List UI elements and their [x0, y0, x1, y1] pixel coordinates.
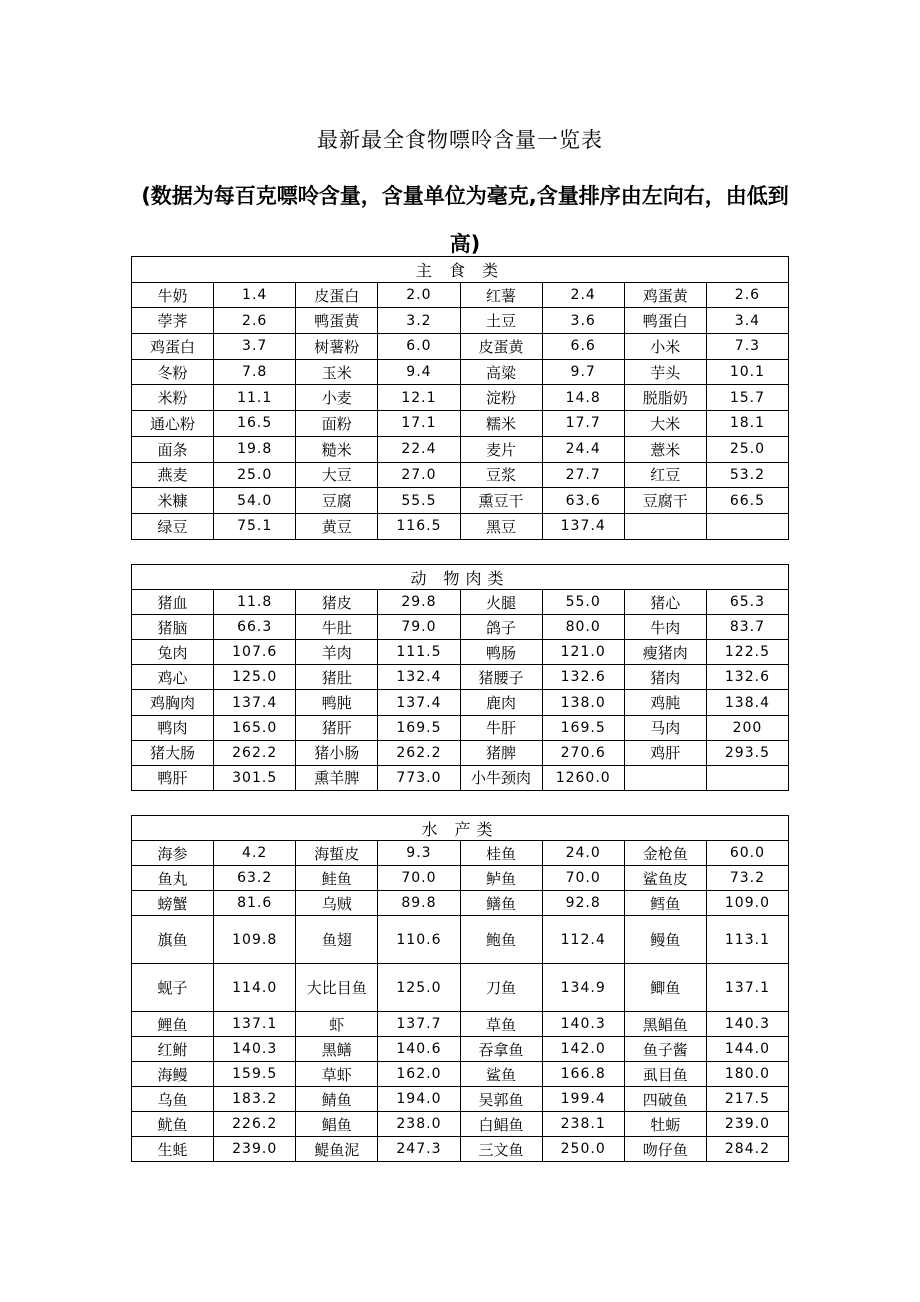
table-row [132, 891, 789, 916]
purine-value-cell: 27.7 [542, 462, 624, 488]
food-name-cell: 猪血 [132, 590, 214, 615]
table-row [132, 615, 789, 640]
food-name-cell: 刀鱼 [460, 964, 542, 1012]
food-name-cell: 鳕鱼 [624, 891, 706, 916]
food-name-cell: 羊肉 [296, 640, 378, 665]
purine-value-cell: 140.3 [542, 1012, 624, 1037]
food-name-cell: 豆浆 [460, 462, 542, 488]
purine-value-cell: 121.0 [542, 640, 624, 665]
food-name-cell: 螃蟹 [132, 891, 214, 916]
food-name-cell: 糙米 [296, 436, 378, 462]
purine-value-cell: 180.0 [706, 1062, 788, 1087]
food-name-cell: 小米 [624, 334, 706, 360]
food-name-cell: 米糠 [132, 488, 214, 514]
purine-value-cell: 132.6 [706, 665, 788, 690]
food-name-cell: 生蚝 [132, 1137, 214, 1162]
purine-value-cell: 166.8 [542, 1062, 624, 1087]
table-row [132, 1087, 789, 1112]
food-name-cell: 玉米 [296, 359, 378, 385]
purine-value-cell: 7.8 [214, 359, 296, 385]
table-row [132, 765, 789, 790]
food-name-cell: 鱼子酱 [624, 1037, 706, 1062]
purine-value-cell: 3.2 [378, 308, 460, 334]
food-name-cell: 海鳗 [132, 1062, 214, 1087]
table-row [132, 690, 789, 715]
purine-value-cell: 137.4 [542, 513, 624, 539]
purine-value-cell: 137.1 [706, 964, 788, 1012]
food-name-cell: 草鱼 [460, 1012, 542, 1037]
food-name-cell: 芋头 [624, 359, 706, 385]
table-row [132, 841, 789, 866]
food-name-cell: 鸡肫 [624, 690, 706, 715]
purine-value-cell: 53.2 [706, 462, 788, 488]
food-name-cell: 黑鳝 [296, 1037, 378, 1062]
purine-value-cell: 142.0 [542, 1037, 624, 1062]
purine-value-cell: 109.8 [214, 916, 296, 964]
table-row [132, 916, 789, 964]
food-name-cell: 鹿肉 [460, 690, 542, 715]
purine-value-cell: 27.0 [378, 462, 460, 488]
food-name-cell: 牛肝 [460, 715, 542, 740]
purine-value-cell: 284.2 [706, 1137, 788, 1162]
table-row [132, 715, 789, 740]
table-row [132, 385, 789, 411]
purine-value-cell: 1260.0 [542, 765, 624, 790]
food-name-cell [624, 765, 706, 790]
food-name-cell: 鳀鱼泥 [296, 1137, 378, 1162]
table-row [132, 964, 789, 1012]
food-name-cell: 荸荠 [132, 308, 214, 334]
food-name-cell: 乌贼 [296, 891, 378, 916]
food-name-cell: 皮蛋黄 [460, 334, 542, 360]
purine-value-cell: 107.6 [214, 640, 296, 665]
food-name-cell: 猪腰子 [460, 665, 542, 690]
food-name-cell: 吞拿鱼 [460, 1037, 542, 1062]
table-row [132, 1037, 789, 1062]
purine-value-cell: 194.0 [378, 1087, 460, 1112]
table-heading: 水 产类 [132, 816, 789, 841]
food-name-cell: 蚬子 [132, 964, 214, 1012]
purine-value-cell: 2.0 [378, 282, 460, 308]
purine-value-cell: 114.0 [214, 964, 296, 1012]
purine-value-cell: 60.0 [706, 841, 788, 866]
food-name-cell [624, 513, 706, 539]
purine-value-cell: 65.3 [706, 590, 788, 615]
food-name-cell: 鳝鱼 [460, 891, 542, 916]
food-name-cell: 冬粉 [132, 359, 214, 385]
food-name-cell: 猪肝 [296, 715, 378, 740]
food-name-cell: 瘦猪肉 [624, 640, 706, 665]
food-name-cell: 小牛颈肉 [460, 765, 542, 790]
document-title: 最新最全食物嘌呤含量一览表 [317, 128, 603, 152]
food-name-cell: 鸭肫 [296, 690, 378, 715]
purine-value-cell: 81.6 [214, 891, 296, 916]
purine-value-cell: 137.1 [214, 1012, 296, 1037]
purine-value-cell: 7.3 [706, 334, 788, 360]
purine-value-cell: 165.0 [214, 715, 296, 740]
food-name-cell: 鲳鱼 [296, 1112, 378, 1137]
purine-value-cell: 137.4 [214, 690, 296, 715]
food-name-cell: 鸭蛋白 [624, 308, 706, 334]
purine-value-cell: 199.4 [542, 1087, 624, 1112]
food-name-cell: 脱脂奶 [624, 385, 706, 411]
purine-value-cell: 125.0 [378, 964, 460, 1012]
purine-value-cell: 4.2 [214, 841, 296, 866]
food-name-cell: 鱿鱼 [132, 1112, 214, 1137]
purine-value-cell: 239.0 [706, 1112, 788, 1137]
purine-value-cell: 137.7 [378, 1012, 460, 1037]
table-row [132, 1012, 789, 1037]
purine-value-cell: 3.7 [214, 334, 296, 360]
purine-value-cell: 24.4 [542, 436, 624, 462]
food-name-cell: 鲫鱼 [624, 964, 706, 1012]
purine-value-cell: 132.6 [542, 665, 624, 690]
purine-value-cell: 238.0 [378, 1112, 460, 1137]
purine-value-cell: 140.3 [706, 1012, 788, 1037]
purine-value-cell: 29.8 [378, 590, 460, 615]
purine-value-cell: 200 [706, 715, 788, 740]
food-name-cell: 糯米 [460, 411, 542, 437]
food-name-cell: 高粱 [460, 359, 542, 385]
purine-value-cell: 262.2 [378, 740, 460, 765]
purine-value-cell: 226.2 [214, 1112, 296, 1137]
purine-value-cell: 110.6 [378, 916, 460, 964]
table-heading-row [132, 257, 789, 283]
staple-food-table [131, 256, 789, 540]
food-name-cell: 马肉 [624, 715, 706, 740]
food-name-cell: 鲤鱼 [132, 1012, 214, 1037]
food-name-cell: 淀粉 [460, 385, 542, 411]
food-name-cell: 吻仔鱼 [624, 1137, 706, 1162]
purine-value-cell: 6.0 [378, 334, 460, 360]
table-row [132, 866, 789, 891]
food-name-cell: 黑豆 [460, 513, 542, 539]
food-name-cell: 鸡蛋白 [132, 334, 214, 360]
food-name-cell: 乌鱼 [132, 1087, 214, 1112]
food-name-cell: 猪肉 [624, 665, 706, 690]
food-name-cell: 兔肉 [132, 640, 214, 665]
purine-value-cell: 1.4 [214, 282, 296, 308]
food-name-cell: 豆腐干 [624, 488, 706, 514]
food-name-cell: 燕麦 [132, 462, 214, 488]
purine-value-cell: 25.0 [214, 462, 296, 488]
purine-value-cell: 2.4 [542, 282, 624, 308]
purine-value-cell: 144.0 [706, 1037, 788, 1062]
purine-value-cell: 3.4 [706, 308, 788, 334]
food-name-cell: 熏羊脾 [296, 765, 378, 790]
food-name-cell: 薏米 [624, 436, 706, 462]
purine-value-cell: 54.0 [214, 488, 296, 514]
purine-value-cell: 63.6 [542, 488, 624, 514]
purine-value-cell: 16.5 [214, 411, 296, 437]
purine-value-cell: 89.8 [378, 891, 460, 916]
table-row [132, 640, 789, 665]
document-subtitle: (数据为每百克嘌呤含量，含量单位为毫克,含量排序由左向右，由低到高) [141, 184, 789, 256]
food-name-cell: 土豆 [460, 308, 542, 334]
purine-value-cell: 17.7 [542, 411, 624, 437]
purine-value-cell: 238.1 [542, 1112, 624, 1137]
table-row [132, 1112, 789, 1137]
purine-value-cell: 66.5 [706, 488, 788, 514]
purine-value-cell: 183.2 [214, 1087, 296, 1112]
purine-value-cell: 247.3 [378, 1137, 460, 1162]
purine-value-cell: 2.6 [706, 282, 788, 308]
food-name-cell: 鸽子 [460, 615, 542, 640]
purine-value-cell: 80.0 [542, 615, 624, 640]
purine-value-cell: 15.7 [706, 385, 788, 411]
purine-value-cell: 9.4 [378, 359, 460, 385]
food-name-cell: 鲍鱼 [460, 916, 542, 964]
purine-value-cell: 3.6 [542, 308, 624, 334]
table-row [132, 1137, 789, 1162]
purine-value-cell: 92.8 [542, 891, 624, 916]
food-name-cell: 三文鱼 [460, 1137, 542, 1162]
food-name-cell: 大豆 [296, 462, 378, 488]
purine-value-cell: 293.5 [706, 740, 788, 765]
food-name-cell: 米粉 [132, 385, 214, 411]
purine-value-cell: 19.8 [214, 436, 296, 462]
food-name-cell: 熏豆干 [460, 488, 542, 514]
food-name-cell: 猪大肠 [132, 740, 214, 765]
purine-value-cell: 140.3 [214, 1037, 296, 1062]
purine-value-cell: 73.2 [706, 866, 788, 891]
purine-value-cell [706, 765, 788, 790]
purine-value-cell: 18.1 [706, 411, 788, 437]
food-name-cell: 鲨鱼皮 [624, 866, 706, 891]
food-name-cell: 海参 [132, 841, 214, 866]
food-name-cell: 虾 [296, 1012, 378, 1037]
table-heading-row [132, 816, 789, 841]
food-name-cell: 小麦 [296, 385, 378, 411]
purine-value-cell: 14.8 [542, 385, 624, 411]
food-name-cell: 四破鱼 [624, 1087, 706, 1112]
purine-value-cell: 63.2 [214, 866, 296, 891]
food-name-cell: 猪心 [624, 590, 706, 615]
purine-value-cell: 138.0 [542, 690, 624, 715]
purine-value-cell: 125.0 [214, 665, 296, 690]
food-name-cell: 面粉 [296, 411, 378, 437]
table-heading: 动 物肉类 [132, 565, 789, 590]
table-row [132, 436, 789, 462]
purine-value-cell: 138.4 [706, 690, 788, 715]
food-name-cell: 鸡胸肉 [132, 690, 214, 715]
table-heading: 主 食 类 [132, 257, 789, 283]
purine-value-cell: 162.0 [378, 1062, 460, 1087]
table-row [132, 334, 789, 360]
table-row [132, 740, 789, 765]
purine-value-cell: 301.5 [214, 765, 296, 790]
food-name-cell: 鲈鱼 [460, 866, 542, 891]
food-name-cell: 桂鱼 [460, 841, 542, 866]
food-name-cell: 鲭鱼 [296, 1087, 378, 1112]
purine-value-cell: 66.3 [214, 615, 296, 640]
purine-value-cell: 217.5 [706, 1087, 788, 1112]
food-name-cell: 鸭肝 [132, 765, 214, 790]
purine-value-cell: 122.5 [706, 640, 788, 665]
purine-value-cell: 159.5 [214, 1062, 296, 1087]
food-name-cell: 大米 [624, 411, 706, 437]
food-name-cell: 猪脑 [132, 615, 214, 640]
purine-value-cell: 111.5 [378, 640, 460, 665]
purine-value-cell: 169.5 [378, 715, 460, 740]
table-heading-row [132, 565, 789, 590]
food-name-cell: 海蜇皮 [296, 841, 378, 866]
table-row [132, 1062, 789, 1087]
purine-value-cell: 270.6 [542, 740, 624, 765]
food-name-cell: 火腿 [460, 590, 542, 615]
food-name-cell: 牛肉 [624, 615, 706, 640]
food-name-cell: 牛肚 [296, 615, 378, 640]
food-name-cell: 黑鲳鱼 [624, 1012, 706, 1037]
food-name-cell: 皮蛋白 [296, 282, 378, 308]
food-name-cell: 红鲋 [132, 1037, 214, 1062]
food-name-cell: 猪小肠 [296, 740, 378, 765]
purine-value-cell: 70.0 [542, 866, 624, 891]
food-name-cell: 树薯粉 [296, 334, 378, 360]
purine-value-cell: 75.1 [214, 513, 296, 539]
purine-value-cell: 25.0 [706, 436, 788, 462]
food-name-cell: 虱目鱼 [624, 1062, 706, 1087]
food-name-cell: 鱼翅 [296, 916, 378, 964]
purine-value-cell: 132.4 [378, 665, 460, 690]
animal-meat-table [131, 564, 789, 791]
table-row [132, 513, 789, 539]
purine-value-cell: 11.8 [214, 590, 296, 615]
food-name-cell: 白鲳鱼 [460, 1112, 542, 1137]
purine-value-cell: 116.5 [378, 513, 460, 539]
purine-value-cell: 262.2 [214, 740, 296, 765]
purine-value-cell: 17.1 [378, 411, 460, 437]
food-name-cell: 鸭蛋黄 [296, 308, 378, 334]
purine-value-cell: 239.0 [214, 1137, 296, 1162]
purine-value-cell [706, 513, 788, 539]
food-name-cell: 绿豆 [132, 513, 214, 539]
table-row [132, 359, 789, 385]
purine-value-cell: 55.0 [542, 590, 624, 615]
purine-value-cell: 169.5 [542, 715, 624, 740]
purine-value-cell: 83.7 [706, 615, 788, 640]
purine-value-cell: 70.0 [378, 866, 460, 891]
purine-value-cell: 113.1 [706, 916, 788, 964]
purine-value-cell: 24.0 [542, 841, 624, 866]
food-name-cell: 鲑鱼 [296, 866, 378, 891]
seafood-table [131, 815, 789, 1162]
food-name-cell: 牛奶 [132, 282, 214, 308]
food-name-cell: 黄豆 [296, 513, 378, 539]
food-name-cell: 麦片 [460, 436, 542, 462]
food-name-cell: 面条 [132, 436, 214, 462]
food-name-cell: 鸡肝 [624, 740, 706, 765]
table-row [132, 665, 789, 690]
food-name-cell: 鸡蛋黄 [624, 282, 706, 308]
food-name-cell: 通心粉 [132, 411, 214, 437]
purine-value-cell: 22.4 [378, 436, 460, 462]
purine-value-cell: 6.6 [542, 334, 624, 360]
purine-value-cell: 140.6 [378, 1037, 460, 1062]
food-name-cell: 金枪鱼 [624, 841, 706, 866]
food-name-cell: 鲨鱼 [460, 1062, 542, 1087]
food-name-cell: 大比目鱼 [296, 964, 378, 1012]
food-name-cell: 鳗鱼 [624, 916, 706, 964]
purine-value-cell: 109.0 [706, 891, 788, 916]
purine-value-cell: 773.0 [378, 765, 460, 790]
purine-value-cell: 2.6 [214, 308, 296, 334]
purine-value-cell: 55.5 [378, 488, 460, 514]
food-name-cell: 红薯 [460, 282, 542, 308]
food-name-cell: 猪皮 [296, 590, 378, 615]
table-row [132, 282, 789, 308]
purine-value-cell: 137.4 [378, 690, 460, 715]
purine-value-cell: 11.1 [214, 385, 296, 411]
table-row [132, 411, 789, 437]
purine-value-cell: 10.1 [706, 359, 788, 385]
food-name-cell: 鸭肠 [460, 640, 542, 665]
food-name-cell: 旗鱼 [132, 916, 214, 964]
purine-value-cell: 12.1 [378, 385, 460, 411]
food-name-cell: 鸡心 [132, 665, 214, 690]
purine-value-cell: 112.4 [542, 916, 624, 964]
food-name-cell: 鱼丸 [132, 866, 214, 891]
food-name-cell: 草虾 [296, 1062, 378, 1087]
food-name-cell: 吴郭鱼 [460, 1087, 542, 1112]
purine-value-cell: 134.9 [542, 964, 624, 1012]
purine-value-cell: 250.0 [542, 1137, 624, 1162]
food-name-cell: 豆腐 [296, 488, 378, 514]
purine-value-cell: 9.7 [542, 359, 624, 385]
table-row [132, 462, 789, 488]
food-name-cell: 红豆 [624, 462, 706, 488]
food-name-cell: 猪肚 [296, 665, 378, 690]
table-row [132, 590, 789, 615]
table-row [132, 488, 789, 514]
food-name-cell: 牡蛎 [624, 1112, 706, 1137]
food-name-cell: 鸭肉 [132, 715, 214, 740]
table-row [132, 308, 789, 334]
purine-value-cell: 79.0 [378, 615, 460, 640]
purine-value-cell: 9.3 [378, 841, 460, 866]
food-name-cell: 猪脾 [460, 740, 542, 765]
